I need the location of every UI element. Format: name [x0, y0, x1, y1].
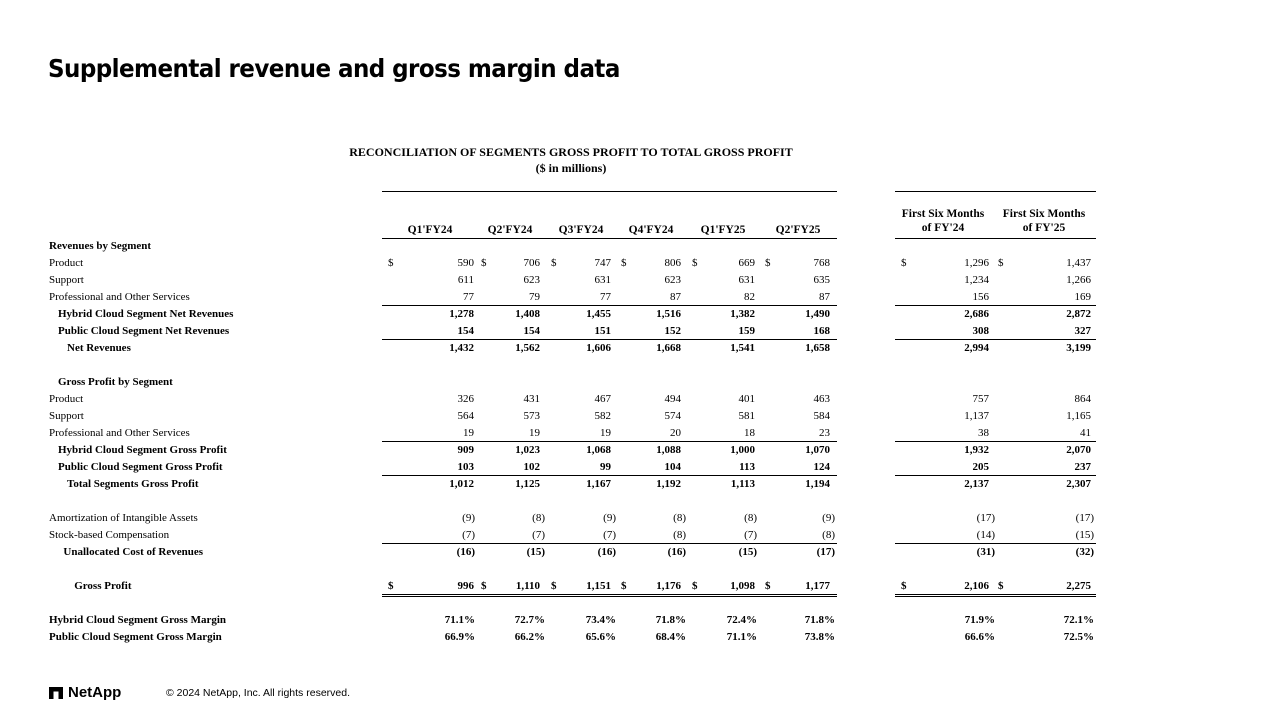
table-cell-value: 19 — [529, 427, 540, 439]
table-cell-value: 3,199 — [1066, 342, 1091, 354]
currency-symbol: $ — [998, 580, 1004, 592]
table-cell-value: 1,151 — [586, 580, 611, 592]
table-cell-value: 1,098 — [730, 580, 755, 592]
row-label: Product — [49, 257, 84, 269]
table-cell-value: 574 — [664, 410, 681, 422]
footer-copyright: © 2024 NetApp, Inc. All rights reserved. — [166, 687, 350, 699]
currency-symbol: $ — [765, 257, 771, 269]
table-cell-value: 2,106 — [964, 580, 989, 592]
table-cell-value: (15) — [526, 546, 545, 558]
table-cell-value: 73.4% — [585, 614, 616, 626]
column-header-ytd-fy24: First Six Months of FY'24 — [901, 208, 985, 234]
currency-symbol: $ — [388, 580, 394, 592]
table-cell-value: 72.5% — [1063, 631, 1094, 643]
page-title: Supplemental revenue and gross margin data — [48, 54, 620, 83]
table-cell-value: 65.6% — [585, 631, 616, 643]
table-cell-value: 1,296 — [964, 257, 989, 269]
currency-symbol: $ — [388, 257, 394, 269]
table-cell-value: 1,490 — [805, 308, 830, 320]
table-cell-value: 1,000 — [730, 444, 755, 456]
currency-symbol: $ — [621, 580, 627, 592]
table-cell-value: 1,113 — [730, 478, 755, 490]
column-header-q2fy25: Q2'FY25 — [775, 224, 821, 236]
table-cell-value: 237 — [1074, 461, 1091, 473]
table-cell-value: 494 — [664, 393, 681, 405]
table-cell-value: 71.8% — [804, 614, 835, 626]
table-cell-value: 996 — [457, 580, 474, 592]
table-cell-value: 156 — [972, 291, 989, 303]
table-cell-value: 151 — [594, 325, 611, 337]
row-label: Support — [49, 410, 84, 422]
table-cell-value: 327 — [1074, 325, 1091, 337]
report-subtitle: ($ in millions) — [535, 161, 607, 175]
table-cell-value: 99 — [600, 461, 611, 473]
currency-symbol: $ — [765, 580, 771, 592]
row-label: Hybrid Cloud Segment Gross Margin — [49, 614, 227, 626]
table-row — [0, 255, 1280, 272]
table-cell-value: 1,177 — [805, 580, 830, 592]
table-cell-value: 19 — [600, 427, 611, 439]
table-cell-value: 1,382 — [730, 308, 755, 320]
row-label: Total Segments Gross Profit — [67, 478, 199, 490]
column-header-q1fy25: Q1'FY25 — [700, 224, 746, 236]
currency-symbol: $ — [551, 580, 557, 592]
table-cell-value: 2,994 — [964, 342, 989, 354]
currency-symbol: $ — [481, 580, 487, 592]
table-row — [0, 459, 1280, 476]
footer-logo — [49, 684, 121, 701]
table-cell-value: 154 — [523, 325, 540, 337]
table-cell-value: 564 — [457, 410, 474, 422]
table-cell-value: 77 — [600, 291, 611, 303]
table-cell-value: 18 — [744, 427, 755, 439]
table-cell-value: 38 — [978, 427, 989, 439]
table-cell-value: (7) — [462, 529, 475, 541]
table-cell-value: 1,194 — [805, 478, 830, 490]
table-cell-value: 1,068 — [586, 444, 611, 456]
table-cell-value: 431 — [523, 393, 540, 405]
table-row — [0, 306, 1280, 323]
table-cell-value: 66.2% — [514, 631, 545, 643]
table-cell-value: (16) — [456, 546, 475, 558]
table-cell-value: 401 — [738, 393, 755, 405]
row-label: Net Revenues — [67, 342, 131, 354]
table-cell-value: 635 — [813, 274, 830, 286]
table-cell-value: 768 — [813, 257, 830, 269]
table-cell-value: 103 — [457, 461, 474, 473]
table-cell-value: 71.1% — [726, 631, 757, 643]
column-header-q3fy24: Q3'FY24 — [558, 224, 604, 236]
table-cell-value: 72.7% — [514, 614, 545, 626]
table-cell-value: 1,192 — [656, 478, 681, 490]
table-cell-value: 1,110 — [515, 580, 540, 592]
table-cell-value: 71.9% — [964, 614, 995, 626]
table-cell-value: 87 — [670, 291, 681, 303]
table-cell-value: 2,070 — [1066, 444, 1091, 456]
table-cell-value: 2,137 — [964, 478, 989, 490]
row-label: Public Cloud Segment Gross Margin — [49, 631, 222, 643]
table-cell-value: 73.8% — [804, 631, 835, 643]
table-cell-value: 168 — [813, 325, 830, 337]
table-cell-value: (16) — [667, 546, 686, 558]
table-cell-value: 1,165 — [1066, 410, 1091, 422]
table-cell-value: 2,307 — [1066, 478, 1091, 490]
table-cell-value: 154 — [457, 325, 474, 337]
table-cell-value: (9) — [822, 512, 835, 524]
column-header-ytd-fy25: First Six Months of FY'25 — [1002, 208, 1086, 234]
table-cell-value: 611 — [457, 274, 474, 286]
table-cell-value: 1,125 — [515, 478, 540, 490]
table-cell-value: 308 — [972, 325, 989, 337]
table-cell-value: 806 — [664, 257, 681, 269]
table-cell-value: 104 — [664, 461, 681, 473]
table-cell-value: 79 — [529, 291, 540, 303]
table-cell-value: (31) — [976, 546, 995, 558]
row-label: Professional and Other Services — [49, 427, 190, 439]
table-cell-value: 623 — [523, 274, 540, 286]
table-cell-value: 864 — [1074, 393, 1091, 405]
row-label: Hybrid Cloud Segment Net Revenues — [58, 308, 234, 320]
table-cell-value: (8) — [822, 529, 835, 541]
table-cell-value: 1,176 — [656, 580, 681, 592]
table-cell-value: 1,432 — [449, 342, 474, 354]
table-cell-value: 623 — [664, 274, 681, 286]
table-cell-value: (7) — [744, 529, 757, 541]
table-cell-value: 582 — [594, 410, 611, 422]
table-cell-value: 71.1% — [444, 614, 475, 626]
table-cell-value: (8) — [532, 512, 545, 524]
table-row — [0, 442, 1280, 459]
table-cell-value: 631 — [594, 274, 611, 286]
table-row — [0, 340, 1280, 357]
table-row — [0, 578, 1280, 595]
table-cell-value: 1,278 — [449, 308, 474, 320]
report-header — [330, 144, 812, 176]
table-cell-value: 747 — [594, 257, 611, 269]
table-cell-value: 82 — [744, 291, 755, 303]
table-cell-value: 1,137 — [964, 410, 989, 422]
currency-symbol: $ — [481, 257, 487, 269]
table-cell-value: 77 — [463, 291, 474, 303]
currency-symbol: $ — [621, 257, 627, 269]
table-cell-value: (14) — [976, 529, 995, 541]
row-label: Professional and Other Services — [49, 291, 190, 303]
table-row — [0, 323, 1280, 340]
table-cell-value: 68.4% — [655, 631, 686, 643]
table-cell-value: 66.6% — [964, 631, 995, 643]
table-cell-value: 23 — [819, 427, 830, 439]
table-cell-value: 1,668 — [656, 342, 681, 354]
table-row — [0, 425, 1280, 442]
row-label: Stock-based Compensation — [49, 529, 170, 541]
table-cell-value: 41 — [1080, 427, 1091, 439]
table-cell-value: 66.9% — [444, 631, 475, 643]
table-cell-value: 2,275 — [1066, 580, 1091, 592]
table-cell-value: 1,167 — [586, 478, 611, 490]
column-header-q2fy24: Q2'FY24 — [487, 224, 533, 236]
currency-symbol: $ — [901, 257, 907, 269]
table-row — [0, 289, 1280, 306]
currency-symbol: $ — [692, 580, 698, 592]
table-cell-value: 1,562 — [515, 342, 540, 354]
table-cell-value: 1,012 — [449, 478, 474, 490]
table-cell-value: (32) — [1075, 546, 1094, 558]
table-row — [0, 544, 1280, 561]
header-top-rule-quarters — [382, 191, 837, 192]
table-cell-value: 757 — [972, 393, 989, 405]
currency-symbol: $ — [551, 257, 557, 269]
table-cell-value: 19 — [463, 427, 474, 439]
row-label: Gross Profit — [74, 580, 132, 592]
row-label: Support — [49, 274, 84, 286]
table-cell-value: 1,088 — [656, 444, 681, 456]
table-row — [0, 476, 1280, 493]
table-row — [0, 391, 1280, 408]
table-cell-value: 159 — [738, 325, 755, 337]
table-row — [0, 527, 1280, 544]
row-label: Product — [49, 393, 84, 405]
table-row — [0, 510, 1280, 527]
table-cell-value: 102 — [523, 461, 540, 473]
table-cell-value: (7) — [532, 529, 545, 541]
table-cell-value: (8) — [744, 512, 757, 524]
table-cell-value: 581 — [738, 410, 755, 422]
table-cell-value: 87 — [819, 291, 830, 303]
table-cell-value: 584 — [813, 410, 830, 422]
table-row — [0, 612, 1280, 629]
header-top-rule-ytd — [895, 191, 1096, 192]
table-cell-value: 1,516 — [656, 308, 681, 320]
row-label: Public Cloud Segment Gross Profit — [58, 461, 223, 473]
table-cell-value: (15) — [738, 546, 757, 558]
table-cell-value: 326 — [457, 393, 474, 405]
table-cell-value: (8) — [673, 512, 686, 524]
table-cell-value: 1,070 — [805, 444, 830, 456]
table-cell-value: (16) — [597, 546, 616, 558]
table-cell-value: 2,686 — [964, 308, 989, 320]
column-header-q4fy24: Q4'FY24 — [628, 224, 674, 236]
table-row — [0, 238, 1280, 255]
table-cell-value: 113 — [739, 461, 755, 473]
row-label: Revenues by Segment — [49, 240, 152, 252]
report-title: RECONCILIATION OF SEGMENTS GROSS PROFIT TO TOTAL GROSS PROFIT — [349, 145, 793, 159]
table-cell-value: 590 — [457, 257, 474, 269]
table-cell-value: 169 — [1074, 291, 1091, 303]
netapp-logo-icon — [49, 687, 63, 699]
table-cell-value: 573 — [523, 410, 540, 422]
table-cell-value: (7) — [603, 529, 616, 541]
table-cell-value: (15) — [1075, 529, 1094, 541]
row-label: Public Cloud Segment Net Revenues — [58, 325, 230, 337]
table-row — [0, 272, 1280, 289]
table-cell-value: (9) — [462, 512, 475, 524]
table-cell-value: 1,932 — [964, 444, 989, 456]
table-row — [0, 629, 1280, 646]
table-row — [0, 374, 1280, 391]
row-label: Hybrid Cloud Segment Gross Profit — [58, 444, 227, 456]
table-cell-value: (17) — [1075, 512, 1094, 524]
table-cell-value: 1,437 — [1066, 257, 1091, 269]
row-label: Gross Profit by Segment — [58, 376, 173, 388]
row-label: Amortization of Intangible Assets — [49, 512, 198, 524]
table-cell-value: 463 — [813, 393, 830, 405]
table-cell-value: 20 — [670, 427, 681, 439]
table-cell-value: 706 — [523, 257, 540, 269]
table-cell-value: 1,023 — [515, 444, 540, 456]
table-cell-value: 631 — [738, 274, 755, 286]
table-cell-value: 1,658 — [805, 342, 830, 354]
table-cell-value: 205 — [972, 461, 989, 473]
column-header-q1fy24: Q1'FY24 — [407, 224, 453, 236]
table-cell-value: (9) — [603, 512, 616, 524]
table-cell-value: 669 — [738, 257, 755, 269]
table-cell-value: 2,872 — [1066, 308, 1091, 320]
footer-brand: NetApp — [68, 684, 122, 701]
table-cell-value: (17) — [816, 546, 835, 558]
table-cell-value: 909 — [457, 444, 474, 456]
table-cell-value: 152 — [664, 325, 681, 337]
table-cell-value: 124 — [813, 461, 830, 473]
table-cell-value: 71.8% — [655, 614, 686, 626]
table-cell-value: 72.4% — [726, 614, 757, 626]
table-cell-value: (17) — [976, 512, 995, 524]
currency-symbol: $ — [692, 257, 698, 269]
table-cell-value: 467 — [594, 393, 611, 405]
table-cell-value: 1,234 — [964, 274, 989, 286]
row-label: Unallocated Cost of Revenues — [63, 546, 204, 558]
table-cell-value: 72.1% — [1063, 614, 1094, 626]
table-cell-value: 1,455 — [586, 308, 611, 320]
currency-symbol: $ — [998, 257, 1004, 269]
table-cell-value: (8) — [673, 529, 686, 541]
table-cell-value: 1,408 — [515, 308, 540, 320]
table-cell-value: 1,266 — [1066, 274, 1091, 286]
table-row — [0, 408, 1280, 425]
table-cell-value: 1,606 — [586, 342, 611, 354]
table-cell-value: 1,541 — [730, 342, 755, 354]
currency-symbol: $ — [901, 580, 907, 592]
